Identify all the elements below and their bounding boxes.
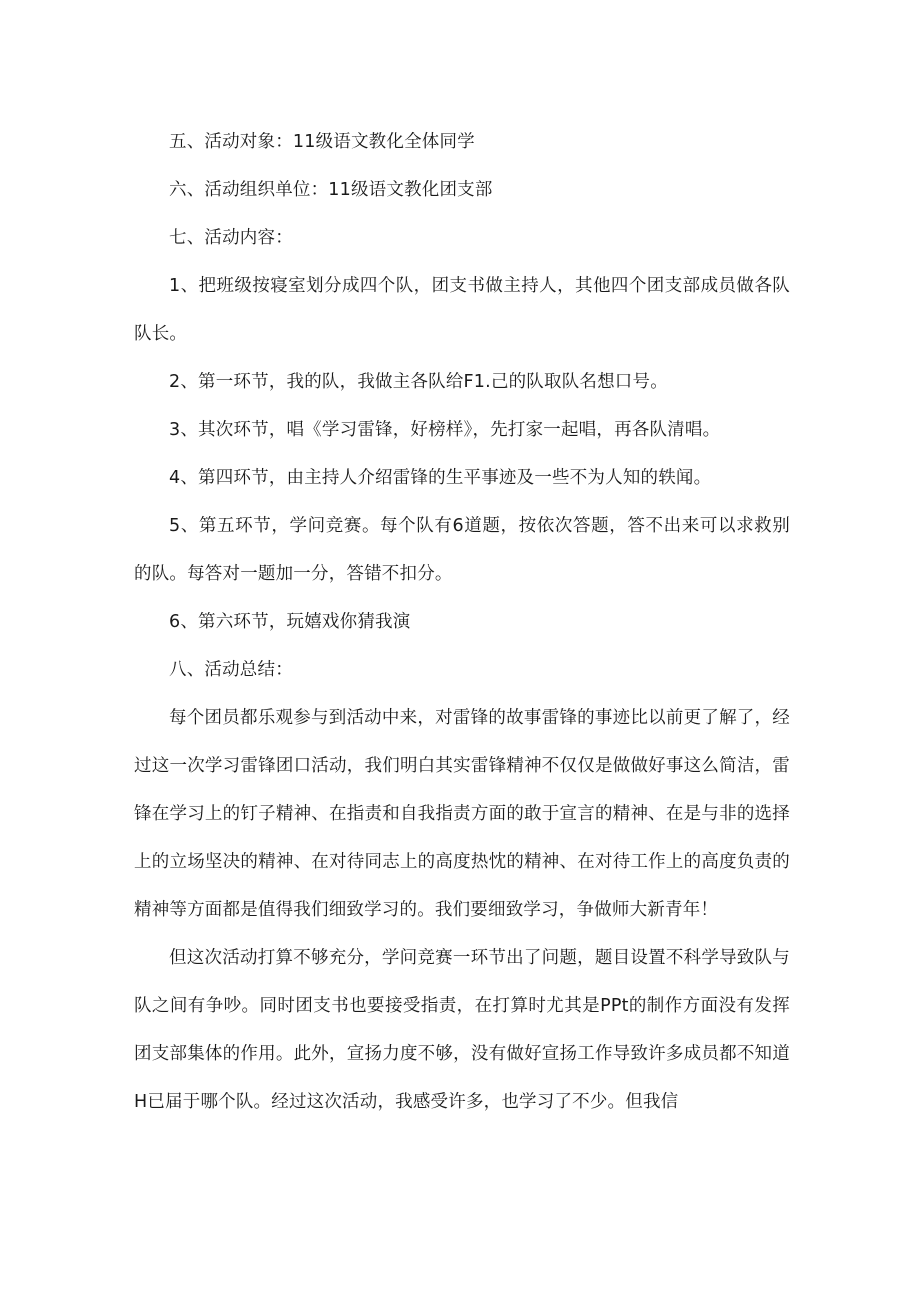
content-item-6: 6、第六环节，玩嬉戏你猜我演	[169, 612, 411, 632]
summary-paragraph-2: 但这次活动打算不够充分，学问竞赛一环节出了问题，题目设置不科学导致队与队之间有争吵。同时团支书也要接受指责，在打算时尤其是PPt的制作方面没有发挥团支部集体的作用。此外，宣扬力度不够，没有做好宣扬工作导致许多成员都不知道H已届于哪个队。经过这次活动，我感受许多，也学习了不少。但我信	[134, 948, 790, 1112]
content-item-2: 2、第一环节，我的队，我做主各队给F1.己的队取队名想口号。	[169, 372, 668, 392]
content-item-5: 5、第五环节，学问竞赛。每个队有6道题，按依次答题，答不出来可以求救别的队。每答对一题加一分，答错不扣分。	[134, 516, 790, 584]
section-eight-summary-heading: 八、活动总结：	[169, 660, 293, 680]
content-item-1: 1、把班级按寝室划分成四个队，团支书做主持人，其他四个团支部成员做各队队长。	[134, 276, 790, 344]
content-item-3: 3、其次环节，唱《学习雷锋，好榜样》，先打家一起唱，再各队清唱。	[169, 420, 721, 440]
section-six-organizer: 六、活动组织单位：11级语文教化团支部	[169, 180, 493, 200]
document-body	[134, 118, 790, 1126]
section-seven-content-heading: 七、活动内容：	[169, 228, 293, 248]
section-five-target: 五、活动对象：11级语文教化全体同学	[169, 132, 475, 152]
summary-paragraph-1: 每个团员都乐观参与到活动中来，对雷锋的故事雷锋的事迹比以前更了解了，经过这一次学习雷锋团口活动，我们明白其实雷锋精神不仅仅是做做好事这么简洁，雷锋在学习上的钉子精神、在指责和自我指责方面的敢于宣言的精神、在是与非的选择上的立场坚决的精神、在对待同志上的高度热忱的精神、在对待工作上的高度负责的精神等方面都是值得我们细致学习的。我们要细致学习，争做师大新青年！	[134, 708, 790, 920]
content-item-4: 4、第四环节，由主持人介绍雷锋的生平事迹及一些不为人知的轶闻。	[169, 468, 712, 488]
